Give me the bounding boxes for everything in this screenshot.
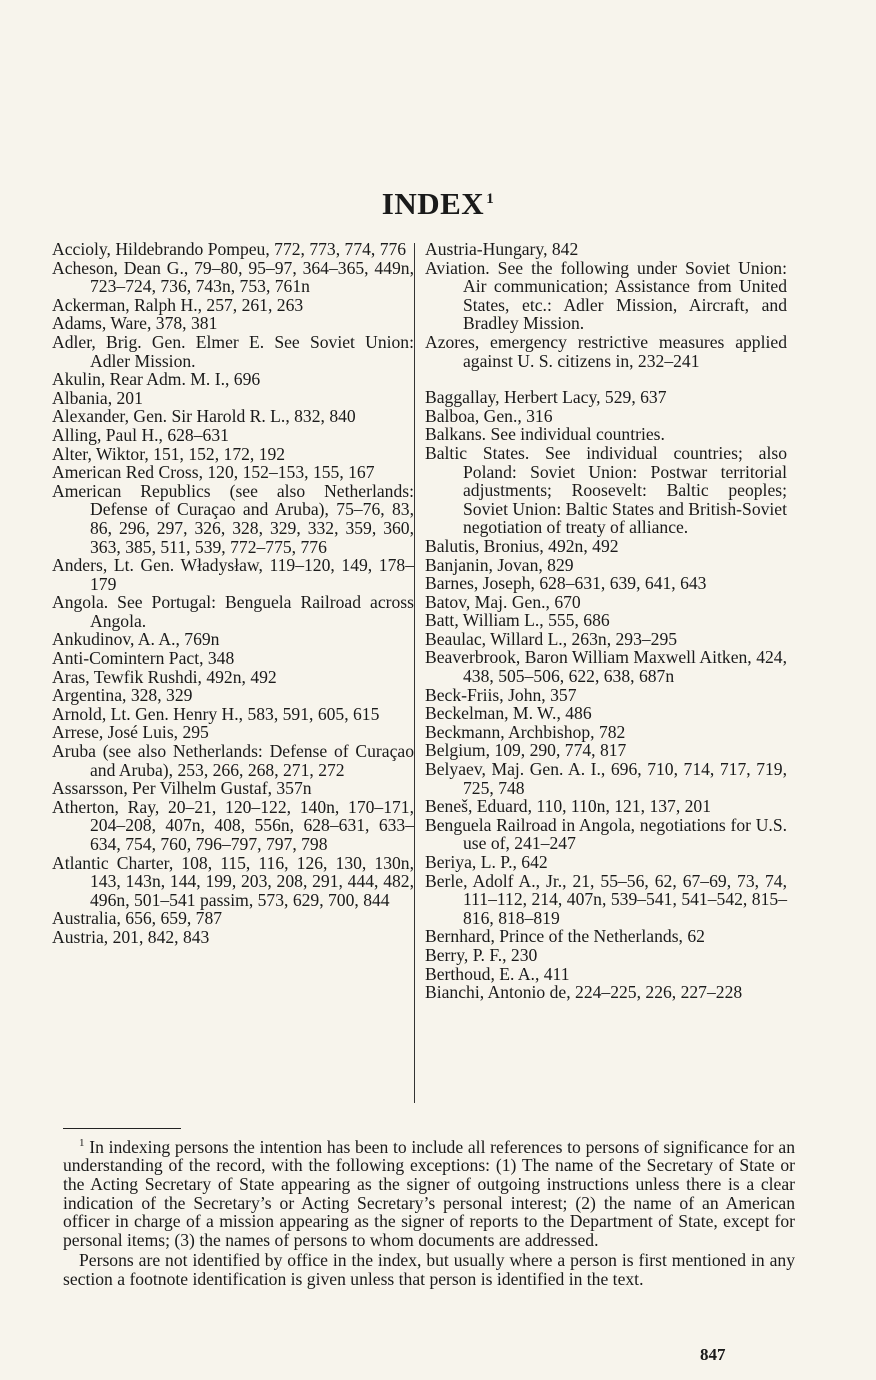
index-entry: Belyaev, Maj. Gen. A. I., 696, 710, 714, 717, 719, 725, 748	[425, 759, 787, 798]
index-entry: Alexander, Gen. Sir Harold R. L., 832, 840	[52, 406, 356, 427]
index-entry: Austria-Hungary, 842	[425, 239, 579, 259]
index-entry: Barnes, Joseph, 628–631, 639, 641, 643	[425, 573, 707, 594]
index-entry: Austria, 201, 842, 843	[52, 926, 210, 947]
index-title-text: INDEX	[381, 186, 485, 221]
footnote-paragraph: Persons are not identified by office in the index, but usually where a person is first mentioned in any section a footnote identification is given unless that person is identified in the text.	[63, 1250, 795, 1290]
index-entry: Accioly, Hildebrando Pompeu, 772, 773, 774, 776	[52, 239, 407, 259]
index-entry: Anti-Comintern Pact, 348	[52, 648, 235, 669]
index-entry: Azores, emergency restrictive measures applied against U. S. citizens in, 232–241	[425, 331, 787, 371]
index-entry: Beaverbrook, Baron William Maxwell Aitken, 424, 438, 505–506, 622, 638, 687n	[425, 647, 787, 687]
index-entry: American Red Cross, 120, 152–153, 155, 167	[52, 462, 375, 483]
index-entry: Albania, 201	[52, 387, 143, 408]
index-entry: Belgium, 109, 290, 774, 817	[425, 740, 627, 761]
index-entry: Aras, Tewfik Rushdi, 492n, 492	[52, 666, 277, 687]
index-title	[0, 186, 876, 222]
index-entry: Berry, P. F., 230	[425, 944, 538, 965]
index-entry: Beriya, L. P., 642	[425, 852, 548, 872]
index-entry: Benguela Railroad in Angola, negotiations for U.S. use of, 241–247	[425, 814, 787, 854]
index-entry: Batt, William L., 555, 686	[425, 610, 610, 631]
index-entry: Acheson, Dean G., 79–80, 95–97, 364–365, 449n, 723–724, 736, 743n, 753, 761n	[52, 257, 414, 297]
page-number: 847	[700, 1345, 726, 1364]
index-entry: Assarsson, Per Vilhelm Gustaf, 357n	[52, 778, 312, 799]
index-entry: Aviation. See the following under Soviet Union: Air communication; Assistance from United States, etc.: Adler Mission, Aircraft, and Bradley Mission.	[425, 257, 787, 334]
index-entry: Ankudinov, A. A., 769n	[52, 629, 220, 650]
index-entry: American Republics (see also Netherlands: Defense of Curaçao and Aruba), 75–76, 83, 86, 296, 297, 326, 328, 329, 332, 359, 360, 363, 385, 511, 539, 772–775, 776	[52, 480, 414, 557]
index-entry: Beckelman, M. W., 486	[425, 703, 592, 724]
index-entry: Arnold, Lt. Gen. Henry H., 583, 591, 605, 615	[52, 703, 380, 724]
index-entry: Aruba (see also Netherlands: Defense of Curaçao and Aruba), 253, 266, 268, 271, 272	[52, 741, 414, 780]
index-entry: Akulin, Rear Adm. M. I., 696	[52, 369, 261, 390]
index-entry: Banjanin, Jovan, 829	[425, 554, 574, 575]
index-entry: Angola. See Portugal: Benguela Railroad across Angola.	[52, 592, 414, 631]
index-entry: Beck-Friis, John, 357	[425, 684, 577, 705]
index-entry: Alling, Paul H., 628–631	[52, 424, 229, 445]
index-entry: Beneš, Eduard, 110, 110n, 121, 137, 201	[425, 796, 712, 817]
index-entry: Argentina, 328, 329	[52, 685, 193, 706]
index-entry: Baltic States. See individual countries; also Poland: Soviet Union: Postwar territorial adjustments; Roosevelt: Baltic peoples; Soviet Union: Baltic States and British-Soviet negotiation of treaty of alliance.	[425, 442, 787, 538]
index-entry: Adams, Ware, 378, 381	[52, 313, 218, 334]
index-entry: Atlantic Charter, 108, 115, 116, 126, 130, 130n, 143, 143n, 144, 199, 203, 208, 291, 444, 482, 496n, 501–541 passim, 573, 629, 700, 844	[52, 852, 414, 910]
footnote-mark: 1	[79, 1137, 85, 1149]
index-entry: Balkans. See individual countries.	[425, 424, 665, 445]
index-entry: Anders, Lt. Gen. Władysław, 119–120, 149, 178–179	[52, 555, 414, 594]
index-entry: Berthoud, E. A., 411	[425, 963, 570, 984]
index-entry: Atherton, Ray, 20–21, 120–122, 140n, 170–171, 204–208, 407n, 408, 556n, 628–631, 633–634, 754, 760, 796–797, 797, 798	[52, 796, 414, 854]
title-footnote-mark: 1	[486, 190, 495, 207]
footnote-rule	[63, 1128, 181, 1129]
index-entry: Arrese, José Luis, 295	[52, 722, 209, 743]
index-entry: Bernhard, Prince of the Netherlands, 62	[425, 926, 705, 947]
index-entry: Adler, Brig. Gen. Elmer E. See Soviet Union: Adler Mission.	[52, 331, 414, 371]
index-entry: Baggallay, Herbert Lacy, 529, 637	[425, 387, 667, 408]
index-entry: Beaulac, Willard L., 263n, 293–295	[425, 628, 678, 649]
footnote	[63, 1134, 795, 1289]
index-entry: Batov, Maj. Gen., 670	[425, 591, 581, 612]
index-entry: Balboa, Gen., 316	[425, 405, 553, 426]
column-divider	[414, 243, 415, 1103]
index-entry: Ackerman, Ralph H., 257, 261, 263	[52, 294, 304, 315]
index-entry: Australia, 656, 659, 787	[52, 908, 223, 929]
index-left-column	[52, 240, 414, 947]
index-entry: Alter, Wiktor, 151, 152, 172, 192	[52, 443, 286, 464]
index-right-column	[425, 240, 787, 1002]
index-entry: Berle, Adolf A., Jr., 21, 55–56, 62, 67–69, 73, 74, 111–112, 214, 407n, 539–541, 541–542, 815–816, 818–819	[425, 870, 787, 928]
footnote-text: In indexing persons the intention has been to include all references to persons of significance for an understanding of the record, with the following exceptions: (1) The name of the Secretary of State or the Acting Secretary of State appearing as the signer of outgoing instructions unless there is a clear indication of the Secretary’s or Acting Secretary’s personal interest; (2) the name of an American officer in charge of a mission appearing as the signer of reports to the Department of State, except for personal items; (3) the names of persons to whom documents are addressed.	[63, 1136, 795, 1250]
index-entry: Balutis, Bronius, 492n, 492	[425, 535, 619, 556]
index-entry: Beckmann, Archbishop, 782	[425, 721, 626, 742]
footnote-paragraph	[63, 1134, 795, 1249]
index-entry: Bianchi, Antonio de, 224–225, 226, 227–228	[425, 982, 743, 1003]
